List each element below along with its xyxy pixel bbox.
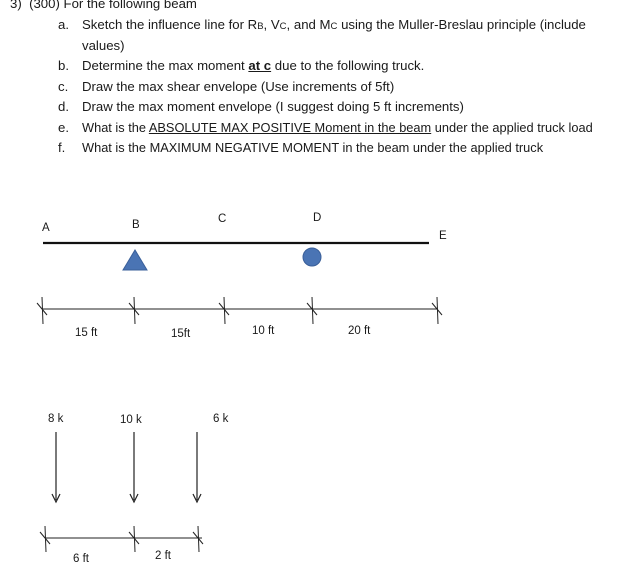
problem-number: 3) (10, 0, 22, 11)
point-label-e: E (439, 230, 447, 242)
spacing-label-2: 2 ft (155, 550, 171, 562)
roller-support-d (303, 248, 321, 266)
item-e-text: What is the ABSOLUTE MAX POSITIVE Moment in the beam under the applied truck load (82, 120, 593, 135)
point-label-d: D (313, 212, 322, 224)
load-label-1: 8 k (48, 413, 64, 425)
span-label-de: 20 ft (348, 325, 371, 337)
truck-dimension-ticks (40, 526, 203, 552)
load-arrows (52, 432, 201, 502)
dimension-ticks (37, 297, 442, 324)
item-c-letter: c. (58, 79, 69, 94)
pin-support-b (123, 250, 147, 270)
item-b-letter: b. (58, 58, 69, 73)
item-d-letter: d. (58, 99, 69, 114)
span-label-cd: 10 ft (252, 325, 275, 337)
spacing-label-1: 6 ft (73, 553, 89, 565)
item-b-text: Determine the max moment at c due to the following truck. (82, 58, 425, 73)
point-label-a: A (42, 222, 50, 234)
span-label-ab: 15 ft (75, 327, 98, 339)
point-label-b: B (132, 219, 140, 231)
load-label-3: 6 k (213, 413, 229, 425)
item-f-letter: f. (58, 140, 66, 155)
item-a-text: Sketch the influence line for RB, VC, and MC using the Muller-Breslau principle (include (82, 17, 586, 32)
item-d-text: Draw the max moment envelope (I suggest doing 5 ft increments) (82, 99, 464, 114)
point-label-c: C (218, 213, 227, 225)
item-a-letter: a. (58, 17, 69, 32)
item-c-text: Draw the max shear envelope (Use increments of 5ft) (82, 79, 395, 94)
problem-points: (300) For the following beam (29, 0, 197, 11)
span-label-bc: 15ft (171, 328, 191, 340)
item-f-text: What is the MAXIMUM NEGATIVE MOMENT in the beam under the applied truck (82, 140, 544, 155)
item-a-line2: values) (82, 38, 125, 53)
load-label-2: 10 k (120, 414, 142, 426)
item-e-letter: e. (58, 120, 69, 135)
